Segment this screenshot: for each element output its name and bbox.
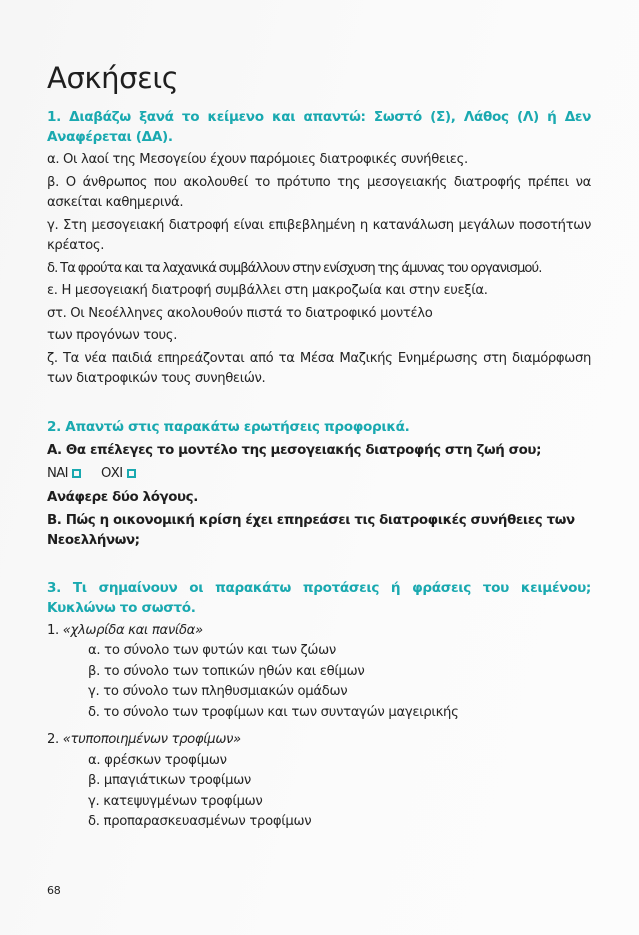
item-1-choice-d[interactable]: δ. το σύνολο των τροφίμων και των συνταγών μαγειρικής bbox=[88, 704, 459, 720]
item-1-choice-b[interactable]: β. το σύνολο των τοπικών ηθών και εθίμων bbox=[88, 663, 365, 679]
item-2-phrase: «τυποποιημένων τροφίμων» bbox=[62, 732, 241, 747]
no-option[interactable] bbox=[101, 464, 136, 484]
exercise-1 bbox=[47, 107, 591, 390]
item-1-prompt bbox=[47, 621, 591, 642]
item-2-choice-b[interactable]: β. μπαγιάτικων τροφίμων bbox=[88, 773, 251, 788]
page-number: 68 bbox=[47, 884, 61, 897]
reasons-prompt: Ανάφερε δύο λόγους. bbox=[47, 489, 198, 505]
statement-z: ζ. Τα νέα παιδιά επηρεάζονται από τα Μέσα Μαζικής Ενημέρωσης στη διαμόρφωση των διατροφικών τους συνηθειών. bbox=[47, 350, 591, 386]
item-2-number: 2. bbox=[47, 732, 59, 747]
item-2-choice-c[interactable]: γ. κατεψυγμένων τροφίμων bbox=[88, 793, 263, 809]
item-2-choice-d[interactable]: δ. προπαρασκευασμένων τροφίμων bbox=[88, 814, 312, 829]
item-1-choices bbox=[88, 641, 591, 723]
exercise-3 bbox=[47, 578, 591, 833]
item-1-phrase: «χλωρίδα και πανίδα» bbox=[62, 622, 203, 638]
question-a: Α. Θα επέλεγες το μοντέλο της μεσογειακής διατροφής στη ζωή σου; bbox=[47, 442, 542, 458]
yes-label: ΝΑΙ bbox=[47, 465, 68, 481]
statement-c: γ. Στη μεσογειακή διατροφή είναι επιβεβλημένη η κατανάλωση μεγάλων ποσοτήτων κρέατος. bbox=[47, 217, 591, 253]
item-2-prompt bbox=[47, 730, 591, 751]
exercise-3-item-2 bbox=[47, 730, 591, 833]
statement-b: β. Ο άνθρωπος που ακολουθεί το πρότυπο της μεσογειακής διατροφής πρέπει να ασκείται καθημερινά. bbox=[47, 174, 591, 210]
no-label: ΟΧΙ bbox=[100, 465, 123, 481]
yes-option[interactable] bbox=[47, 464, 81, 484]
yes-no-options bbox=[47, 464, 591, 484]
exercise-3-item-1 bbox=[47, 621, 591, 724]
statements-list bbox=[47, 150, 591, 390]
no-checkbox[interactable] bbox=[127, 469, 136, 478]
exercise-3-heading: 3. Τι σημαίνουν οι παρακάτω προτάσεις ή φράσεις του κειμένου; Κυκλώνω το σωστό. bbox=[47, 579, 591, 616]
exercise-1-heading: 1. Διαβάζω ξανά το κείμενο και απαντώ: Σωστό (Σ), Λάθος (Λ) ή Δεν Αναφέρεται (ΔΑ). bbox=[47, 109, 591, 145]
page-title: Ασκήσεις bbox=[47, 61, 179, 95]
statement-d: δ. Τα φρούτα και τα λαχανικά συμβάλλουν στην ενίσχυση της άμυνας του οργανισμού. bbox=[47, 260, 542, 276]
item-2-choice-a[interactable]: α. φρέσκων τροφίμων bbox=[88, 752, 227, 768]
exercise-page bbox=[47, 58, 591, 833]
exercise-2-heading: 2. Απαντώ στις παρακάτω ερωτήσεις προφορικά. bbox=[47, 418, 410, 435]
exercise-2 bbox=[47, 417, 591, 551]
yes-checkbox[interactable] bbox=[72, 469, 81, 478]
item-1-choice-a[interactable]: α. το σύνολο των φυτών και των ζώων bbox=[88, 643, 336, 658]
statement-a: α. Οι λαοί της Μεσογείου έχουν παρόμοιες διατροφικές συνήθειες. bbox=[47, 152, 468, 167]
item-1-number: 1. bbox=[47, 622, 59, 638]
question-b: Β. Πώς η οικονομική κρίση έχει επηρεάσει τις διατροφικές συνήθειες των Νεοελλήνων; bbox=[47, 512, 575, 548]
item-2-choices bbox=[88, 751, 591, 833]
statement-st-line1: στ. Οι Νεοέλληνες ακολουθούν πιστά το διατροφικό μοντέλο bbox=[47, 305, 433, 321]
statement-st-line2: των προγόνων τους. bbox=[47, 328, 178, 343]
item-1-choice-c[interactable]: γ. το σύνολο των πληθυσμιακών ομάδων bbox=[88, 684, 348, 699]
statement-e: ε. Η μεσογειακή διατροφή συμβάλλει στη μακροζωία και στην ευεξία. bbox=[47, 283, 488, 298]
